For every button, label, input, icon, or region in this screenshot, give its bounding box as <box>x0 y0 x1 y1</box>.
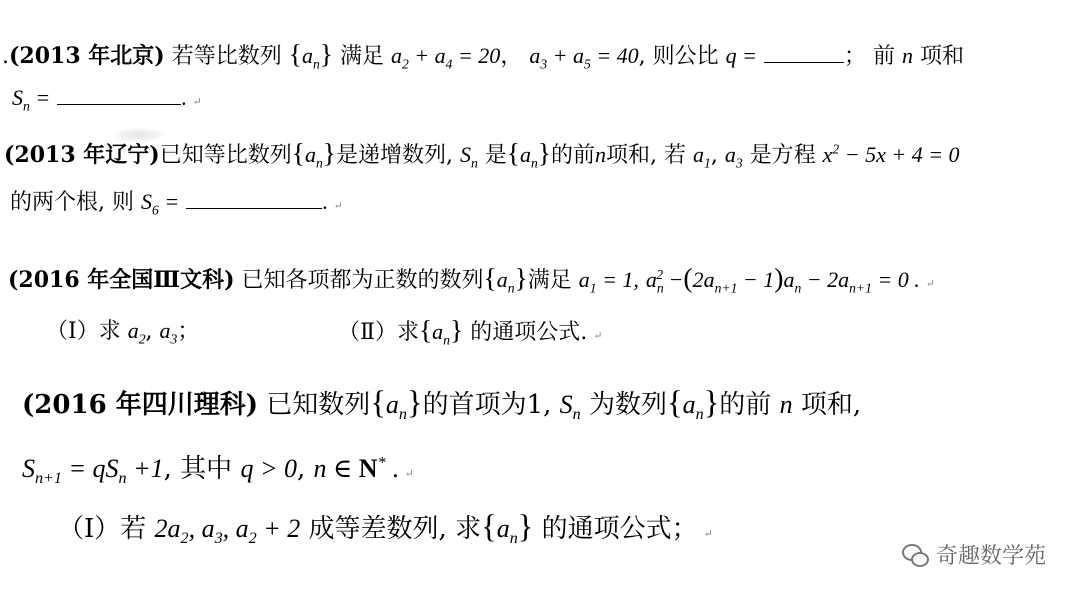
problem-4-arith-terms: $2a_2$, $a_3$, $a_2 + 2$ <box>154 514 301 548</box>
problem-3-source-tag: (2016 年全国Ⅲ文科) <box>8 267 235 293</box>
problem-2-text-6: , <box>710 143 718 168</box>
problem-3-line-2b <box>338 314 602 348</box>
problem-1-equation-1: $a_2 + a_4 = 20$ <box>390 43 501 72</box>
problem-4-text-4: 的前 <box>719 390 772 420</box>
problem-4-sequence-an-2: $\{a_n\}$ <box>667 385 720 424</box>
problem-3-a2: $a_2$ <box>127 318 146 347</box>
problem-2-answer-blank-s6 <box>186 188 322 209</box>
problem-4-text-3: 为数列 <box>589 390 668 420</box>
problem-4-part-1-text: 成等差数列, 求 <box>308 514 482 544</box>
paragraph-mark-icon: ↵ <box>703 527 713 540</box>
problem-3-text-1: 已知各项都为正数的数列 <box>241 268 484 293</box>
problem-4-line-3 <box>58 508 713 548</box>
problem-1-text-5: 项和 <box>920 44 965 69</box>
problem-3-line-1 <box>8 262 935 296</box>
paragraph-mark-icon: ↵ <box>333 199 343 212</box>
problem-4-text-2: 的首项为1, <box>422 390 552 420</box>
problem-4-part-1-label: （Ⅰ）若 <box>58 514 147 544</box>
problem-2-sequence-an-2: $\{a_n\}$ <box>506 137 551 171</box>
paragraph-mark-icon: ↵ <box>404 467 414 480</box>
watermark-text: 奇趣数学苑 <box>935 544 1046 569</box>
problem-3-part-1-sep: , <box>145 319 153 344</box>
problem-2-text-5: 项和, 若 <box>606 143 687 168</box>
problem-1-text-3: , 则公比 <box>638 44 719 69</box>
paragraph-mark-icon: ↵ <box>925 277 936 290</box>
problem-1-answer-blank-q <box>764 42 844 63</box>
problem-2-text-1: 已知等比数列 <box>159 143 292 168</box>
problem-2-text-3: 是 <box>484 143 507 168</box>
problem-1-lead: . <box>2 44 9 69</box>
problem-2-line-2: 的两个根, 则 $S_6$ = . ↵ <box>10 189 343 218</box>
problem-3-part-1-label: （Ⅰ）求 <box>46 319 121 344</box>
problem-4-line-2-sep: , <box>296 454 306 484</box>
problem-3-a3: $a_3$ <box>159 318 178 347</box>
problem-4-text-5: 项和, <box>800 390 862 420</box>
problem-3-sequence-an: $\{a_n\}$ <box>483 262 528 296</box>
problem-4-q-positive: q > 0 <box>240 454 297 483</box>
problem-4-recurrence: $S_{n+1} = qS_n +1$ <box>22 454 164 488</box>
problem-3-text-2: 满足 <box>527 268 572 293</box>
problem-4-part-1-end: 的通项公式； <box>541 514 698 544</box>
watermark <box>902 539 1046 570</box>
problem-2-n: n <box>595 142 607 167</box>
problem-4-sequence-an-3: $\{a_n\}$ <box>481 509 534 548</box>
problem-3-recurrence: $a_n^2 -(2a_{n+1} - 1)a_n - 2a_{n+1} = 0$ . <box>645 262 920 296</box>
problem-2-a3: $a_3$ <box>724 142 743 171</box>
problem-2-source-tag: (2013 年辽宁) <box>4 142 160 168</box>
problem-1-equation-2: $a_3 + a_5 = 40$ <box>529 43 639 72</box>
problem-3-a1-equals: $a_1 = 1$, <box>578 267 639 296</box>
problem-1-text-2: 满足 <box>339 44 384 69</box>
wechat-icon <box>902 544 928 566</box>
problem-2-equation: $x^2 - 5x + 4 = 0$ <box>822 141 960 167</box>
problem-4-text-1: 已知数列 <box>266 390 371 420</box>
problem-4-n: n <box>779 390 793 419</box>
problem-2-text-7: 是方程 <box>749 143 816 168</box>
problem-4-sequence-an: $\{a_n\}$ <box>370 385 423 424</box>
problem-4-line-1 <box>22 384 861 424</box>
problem-3-sequence-an-2: $\{a_n\}$ <box>418 314 464 348</box>
problem-1-line-2: $S_n$ = . ↵ <box>12 84 202 114</box>
problem-4-line-2: $S_{n+1} = qS_n +1$, 其中 q > 0, n ∈ N* . ↵ <box>22 454 414 488</box>
problem-1-n: n <box>902 43 914 68</box>
problem-1-source-tag: (2013 年北京) <box>9 43 165 69</box>
problem-1-text-1: 若等比数列 <box>171 44 282 69</box>
problem-1-text-4: ； 前 <box>844 44 896 69</box>
problem-4-n-in-naturals: n ∈ N* <box>313 454 386 483</box>
problem-4-sn: $S_n$ <box>559 390 581 424</box>
problem-1-sep: ， <box>500 44 523 69</box>
problem-4-line-2-text: , 其中 <box>163 454 233 484</box>
problem-2-text-4: 的前 <box>551 143 596 168</box>
problem-1-q-equals: q = <box>725 43 758 68</box>
problem-2-s6-equals: $S_6$ = <box>141 189 180 218</box>
problem-2-line-2-text: 的两个根, 则 <box>10 190 134 215</box>
problem-2-text-2: 是递增数列, <box>335 143 453 168</box>
problem-2-a1: $a_1$ <box>693 142 711 171</box>
problem-1-sn-equals: $S_n$ = <box>12 84 51 114</box>
problem-4-source-tag: (2016 年四川理科) <box>22 390 259 420</box>
problem-1-answer-blank-sn <box>57 84 181 105</box>
problem-1-sequence-an: $\{a_n\}$ <box>288 38 333 72</box>
paragraph-mark-icon: ↵ <box>192 94 202 108</box>
problem-2-line-1 <box>4 137 960 171</box>
problem-2-sequence-an: $\{a_n\}$ <box>291 137 336 171</box>
paragraph-mark-icon: ↵ <box>593 329 603 342</box>
problem-2-sn: $S_n$ <box>459 142 478 171</box>
problem-3-part-2-label: （Ⅱ）求 <box>338 320 419 345</box>
problem-1-line-1 <box>2 38 964 72</box>
problem-3-part-1-end: ； <box>177 319 200 344</box>
problem-3-line-2 <box>46 314 199 347</box>
problem-3-part-2-text: 的通项公式. <box>470 320 588 345</box>
